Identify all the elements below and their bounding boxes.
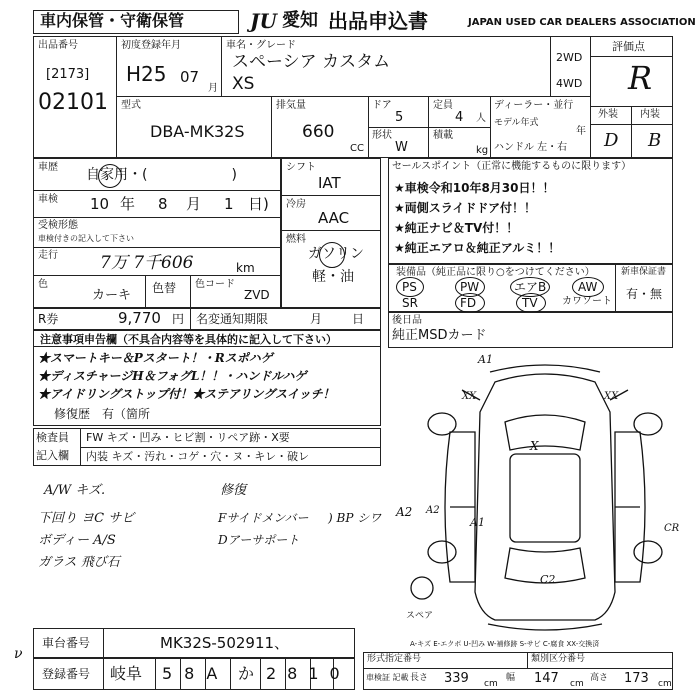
handwriting-9: A2 <box>396 505 413 519</box>
history-label: 車歴 <box>38 162 58 173</box>
cc-unit: CC <box>350 143 364 154</box>
capacity-label: 定員 <box>433 100 453 111</box>
selling-point-4: ★純正エアロ＆純正アルミ！！ <box>394 241 561 255</box>
note-line-3: ★アイドリングストップ付！★ステアリングスイッチ！ <box>38 387 335 401</box>
fuel-circle <box>319 242 345 268</box>
selling-point-3: ★純正ナビ＆TV付！！ <box>394 221 519 235</box>
inspection-y: 年 <box>120 195 136 213</box>
ju-logo: JU <box>250 9 277 33</box>
option-fd: FD <box>460 296 477 310</box>
entry-label: 記入欄 <box>36 449 69 462</box>
dims-label: 車検証 記載 <box>366 673 409 682</box>
mileage-label: 走行 <box>38 250 58 261</box>
width-value: 147 <box>534 671 559 686</box>
corner-mark: ν <box>14 646 23 662</box>
interior-label: 内装 <box>640 109 660 120</box>
inspector-row-1: FW キズ・凹み・ヒビ割・リペア跡・X要 <box>86 431 290 444</box>
year-suffix: 年 <box>576 126 586 137</box>
wheel-rl <box>428 541 456 563</box>
shift: IAT <box>318 174 341 192</box>
inspection-label: 車検 <box>38 194 58 205</box>
reg-kana: か <box>238 664 255 683</box>
inspection-day: 1 <box>224 195 234 213</box>
inspection-month: 8 <box>158 195 168 213</box>
option-tv-circle <box>516 293 546 313</box>
inspector-label: 検査員 <box>36 431 69 444</box>
displacement-label: 排気量 <box>276 100 306 111</box>
option-airbag: エアB <box>514 280 547 294</box>
reg-number: 2810 <box>266 664 351 683</box>
recycle-label: R券 <box>38 312 59 326</box>
notice-day: 日 <box>352 312 365 326</box>
selling-point-2: ★両側スライドドア付！！ <box>394 201 537 215</box>
shape-label: 形状 <box>372 130 392 141</box>
option-aw: AW <box>578 280 598 294</box>
repair-history-label: 修復歴 有（箇所 <box>54 407 151 421</box>
history-circle <box>98 164 122 188</box>
width-unit: cm <box>570 679 584 689</box>
diagram-label-a1-mid: A1 <box>470 516 485 529</box>
selling-points-label: セールスポイント（正常に機能するものに限ります） <box>392 161 632 172</box>
front-bumper <box>490 365 600 372</box>
warranty-options: 有・無 <box>626 287 663 301</box>
shift-label: シフト <box>286 162 316 173</box>
handwriting-2: 下回り ヨC サビ <box>38 511 135 526</box>
model-label: 型式 <box>121 100 141 111</box>
selling-point-1: ★車検令和10年8月30日！！ <box>394 181 555 195</box>
ac: AAC <box>318 209 350 227</box>
color: カーキ <box>92 288 132 303</box>
handwriting-6: Fサイドメンバー <box>218 511 309 525</box>
car-name-label: 車名・グレード <box>226 40 296 51</box>
length-value: 339 <box>444 671 469 686</box>
option-cassette: カワソート <box>562 296 612 307</box>
first-reg-year: H25 <box>126 62 167 86</box>
fuel-light: 軽・油 <box>312 269 354 285</box>
first-reg-month: 07 <box>180 68 200 86</box>
length-label: 長さ <box>410 673 429 683</box>
height-value: 173 <box>624 671 649 686</box>
handwriting-8: ) BP シワ <box>328 511 382 525</box>
car-damage-diagram <box>410 352 680 640</box>
reg-region: 岐阜 <box>110 664 143 683</box>
handwriting-7: Dアーサポート <box>218 533 300 547</box>
handwriting-5: 修復 <box>220 483 247 498</box>
inspector-row-2: 内装 キズ・汚れ・コゲ・穴・ヌ・キレ・破レ <box>86 450 310 463</box>
exterior-grade: D <box>604 130 619 151</box>
month-suffix: 月 <box>208 83 218 94</box>
kg-unit: kg <box>476 145 489 156</box>
roof <box>510 454 580 542</box>
option-tv: TV <box>522 296 538 310</box>
model-year-label: モデル年式 <box>494 118 539 128</box>
first-reg-label: 初度登録年月 <box>121 40 181 51</box>
fuel-gas: ガソリン <box>308 246 364 262</box>
diagram-label-x: X <box>530 439 539 453</box>
chassis-number: MK32S-502911、 <box>160 634 290 652</box>
type-cert-label: 形式指定番号 <box>367 654 422 664</box>
succession-note: 車検付きの記入して下さい <box>38 234 134 243</box>
diagram-label-c2: C2 <box>540 573 556 586</box>
diagram-label-spare: スペア <box>406 611 434 621</box>
listing-number-label: 出品番号 <box>38 40 78 51</box>
color-label: 色 <box>38 279 48 290</box>
handle-label: ハンドル 左・右 <box>494 142 568 153</box>
option-pw: PW <box>460 280 480 294</box>
windshield <box>505 415 585 453</box>
listing-number: 02101 <box>38 90 108 115</box>
km-unit: km <box>236 261 255 275</box>
mileage: 7万 7千606 <box>100 253 194 273</box>
history-value: 自家用・( ) <box>86 167 237 183</box>
notice-label: 名変通知期限 <box>196 312 269 326</box>
fuel-label: 燃料 <box>286 234 306 245</box>
dealer-label: ディーラー・並行 <box>494 100 574 111</box>
ac-label: 冷房 <box>286 199 306 210</box>
notes-label: 注意事項申告欄（不具合内容等を具体的に記入して下さい） <box>40 333 337 346</box>
height-unit: cm <box>658 679 672 689</box>
inspection-d: 日) <box>248 195 269 213</box>
drive-4wd: 4WD <box>556 77 583 90</box>
association-name: JAPAN USED CAR DEALERS ASSOCIATION <box>468 17 696 28</box>
color-code: ZVD <box>244 288 270 302</box>
interior-grade: B <box>648 130 662 151</box>
rear-items-value: 純正MSDカード <box>392 328 487 343</box>
inspection-m: 月 <box>186 195 202 213</box>
car-name: スペーシア カスタム <box>232 52 391 72</box>
diagram-label-cr: CR <box>664 523 680 534</box>
option-ps: PS <box>402 280 417 294</box>
model-code: DBA-MK32S <box>150 122 245 141</box>
listing-sub-number: [2173] <box>46 67 90 82</box>
diagram-legend: A-キズ E-エクボ U-凹み W-補修跡 S-サビ C-腐食 XX-交換済 <box>410 640 600 648</box>
wheel-fr <box>634 413 662 435</box>
rear-bumper <box>488 624 602 630</box>
spare-tire <box>411 577 433 599</box>
option-sr: SR <box>402 296 418 310</box>
storage-label: 車内保管・守衛保管 <box>40 11 185 30</box>
note-line-2: ★ディスチャージH＆フォグL！！・ハンドルハゲ <box>38 369 307 383</box>
diagram-label-a1-top: A1 <box>478 353 493 366</box>
drive-2wd: 2WD <box>556 51 583 64</box>
inspection-year: 10 <box>90 195 110 213</box>
wheel-fl <box>428 413 456 435</box>
eval-label: 評価点 <box>612 40 645 53</box>
displacement: 660 <box>302 122 335 142</box>
succession-label: 受検形態 <box>38 220 78 231</box>
org-name: 愛知 <box>282 10 318 31</box>
handwriting-1: A/W キズ. <box>44 483 106 498</box>
rear-items-label: 後日品 <box>392 315 422 326</box>
option-aw-circle <box>572 277 604 297</box>
door-count: 5 <box>395 110 404 125</box>
capacity: 4 <box>455 110 464 125</box>
color-change-label: 色替 <box>152 281 177 295</box>
person-unit: 人 <box>476 113 486 124</box>
warranty-label: 新車保証書 <box>621 267 667 277</box>
load-label: 積載 <box>433 130 453 141</box>
diagram-label-a2: A2 <box>426 505 440 516</box>
yen-unit: 円 <box>172 312 185 326</box>
options-label: 装備品（純正品に限り○をつけてください） <box>396 267 595 278</box>
eval-score: R <box>628 59 653 97</box>
handwriting-3: ボディー A/S <box>38 533 116 548</box>
height-label: 高さ <box>590 673 609 683</box>
reg-class: 58A <box>162 664 230 683</box>
width-label: 幅 <box>506 673 516 683</box>
category-label: 類別区分番号 <box>531 654 586 664</box>
color-code-label: 色コード <box>195 279 235 290</box>
exterior-label: 外装 <box>598 109 618 120</box>
option-fd-circle <box>455 293 485 313</box>
wheel-rr <box>634 541 662 563</box>
door-label: ドア <box>372 100 392 111</box>
diagram-label-xx-right: XX <box>604 391 619 402</box>
handwriting-4: ガラス 飛び石 <box>38 555 120 570</box>
form-title: 出品申込書 <box>328 9 428 33</box>
diagram-label-xx-left: XX <box>462 391 477 402</box>
option-ps-circle <box>396 277 424 297</box>
car-grade: XS <box>232 74 255 94</box>
notice-month: 月 <box>310 312 323 326</box>
length-unit: cm <box>484 679 498 689</box>
shape: W <box>395 140 408 155</box>
chassis-label: 車台番号 <box>42 636 91 650</box>
note-line-1: ★スマートキー＆Pスタート！・Rスポハゲ <box>38 351 273 365</box>
reg-label: 登録番号 <box>42 667 91 681</box>
recycle-amount: 9,770 <box>118 309 161 327</box>
